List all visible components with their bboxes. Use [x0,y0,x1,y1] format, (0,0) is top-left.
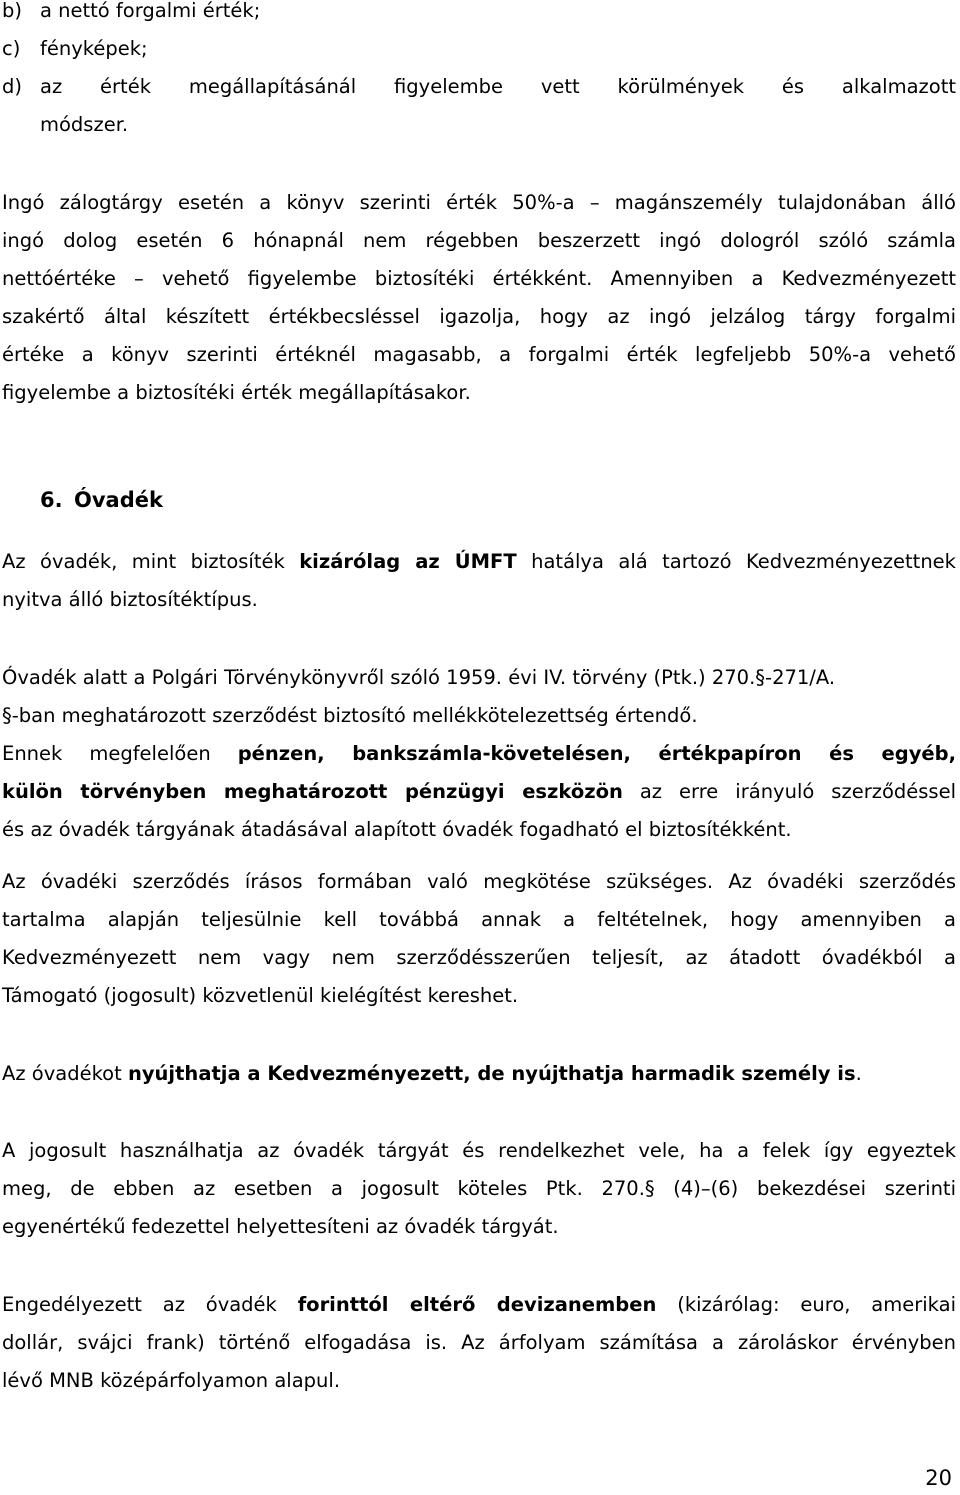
paragraph-line: Óvadék alatt a Polgári Törvénykönyvről szóló 1959. évi IV. törvény (Ptk.) 270.§-271/A. [2,666,836,689]
paragraph-line: Kedvezményezett nem vagy nem szerződésszerűen teljesít, az átadott óvadékból a [2,946,956,969]
section-heading [40,481,960,519]
paragraph-line: értéke a könyv szerinti értéknél magasabb, a forgalmi érték legfeljebb 50%-a vehető [2,343,956,366]
text-run: Engedélyezett az óvadék [2,1293,298,1316]
paragraph-line: A jogosult használhatja az óvadék tárgyát és rendelkezhet vele, ha a felek így egyeztek [2,1139,956,1162]
text-run: az erre irányuló szerződéssel [622,780,956,803]
paragraph-line [2,1286,956,1324]
text-run: . [855,1062,862,1085]
bold-text-run: pénzen, bankszámla-követelésen, értékpapíron és egyéb, [237,742,956,765]
paragraph-line [2,1055,956,1093]
paragraph-line [2,543,956,581]
list-item-d [2,68,956,106]
section-title: Óvadék [74,488,163,512]
paragraph-line: Támogató (jogosult) közvetlenül kielégítést kereshet. [2,984,519,1007]
bold-text-run: külön törvényben meghatározott pénzügyi eszközön [2,780,623,803]
paragraph-line: egyenértékű fedezettel helyettesíteni az óvadék tárgyát. [2,1215,559,1238]
paragraph-line: és az óvadék tárgyának átadásával alapított óvadék fogadható el biztosítékként. [2,818,792,841]
paragraph-line: szakértő által készített értékbecsléssel igazolja, hogy az ingó jelzálog tárgy forgalmi [2,305,956,328]
bold-text-run: nyújthatja a Kedvezményezett, de nyújthatja harmadik személy is [127,1062,856,1085]
paragraph-line: Az óvadéki szerződés írásos formában való megkötése szükséges. Az óvadéki szerződés [2,870,956,893]
list-text: az érték megállapításánál figyelembe vett körülmények és alkalmazott [40,75,956,98]
paragraph-line: lévő MNB középárfolyamon alapul. [2,1369,341,1392]
paragraph-line: nyitva álló biztosítéktípus. [2,588,258,611]
paragraph-line: ingó dolog esetén 6 hónapnál nem régebben beszerzett ingó dologról szóló számla [2,229,956,252]
list-letter: b) [2,0,22,22]
paragraph-line: figyelembe a biztosítéki érték megállapításakor. [2,381,471,404]
list-item-c [2,30,956,68]
section-number: 6. [40,488,63,512]
bold-text-run: forinttól eltérő devizanemben [297,1293,657,1316]
list-item-b [2,0,956,30]
text-run: Az óvadékot [2,1062,128,1085]
paragraph-line [2,735,956,773]
list-text: fényképek; [40,37,148,60]
text-run: (kizárólag: euro, amerikai [656,1293,957,1316]
bold-text-run: kizárólag az ÚMFT [299,550,517,573]
list-letter: d) [2,75,22,98]
list-text: a nettó forgalmi érték; [40,0,261,22]
text-run: Ennek megfelelően [2,742,238,765]
paragraph-line [2,773,956,811]
paragraph-line: §-ban meghatározott szerződést biztosító mellékkötelezettség értendő. [2,704,698,727]
paragraph-line: dollár, svájci frank) történő elfogadása is. Az árfolyam számítása a zároláskor érvényben [2,1331,956,1354]
paragraph-line: tartalma alapján teljesülnie kell továbbá annak a feltételnek, hogy amennyiben a [2,908,956,931]
text-run: Az óvadék, mint biztosíték [2,550,300,573]
page-number: 20 [925,1466,952,1490]
list-letter: c) [2,37,21,60]
paragraph-line: Ingó zálogtárgy esetén a könyv szerinti érték 50%-a – magánszemély tulajdonában álló [2,191,956,214]
text-run: hatálya alá tartozó Kedvezményezettnek [516,550,956,573]
paragraph-line: meg, de ebben az esetben a jogosult köteles Ptk. 270.§ (4)–(6) bekezdései szerinti [2,1177,956,1200]
paragraph-line: nettóértéke – vehető figyelembe biztosítéki értékként. Amennyiben a Kedvezményezett [2,267,956,290]
list-text-continuation: módszer. [40,113,129,136]
